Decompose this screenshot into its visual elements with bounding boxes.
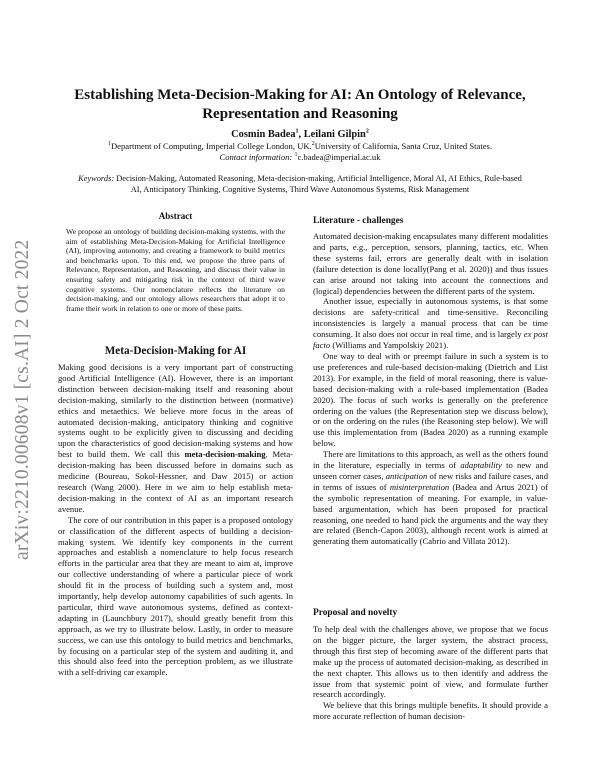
contact-label: Contact information: — [219, 152, 293, 162]
italic-term: adaptability — [460, 460, 502, 471]
keywords-label: Keywords: — [78, 174, 115, 183]
paragraph: To help deal with the challenges above, we propose that we focus on the bigger picture, the larger system, the abstract process, through this first step of becoming aware of the different parts that make up the process of automated decision-making, as described in the next chapter. This allows us to then identify and address the issue from that systemic point of view, and formulate further research accordingly. — [313, 624, 548, 700]
paragraph-text: There are limitations to this approach, as well as the others found in the literature, especially in terms of — [313, 449, 548, 471]
right-column-literature — [313, 231, 548, 547]
paragraph — [313, 296, 548, 351]
left-column-body — [58, 362, 293, 678]
section-heading: Proposal and novelty — [313, 608, 398, 618]
italic-term: anticipation — [385, 470, 428, 481]
paragraph: Automated decision-making encapsulates many different modalities and parts, e.g., perception, sensors, planning, tactics, etc. When these systems fail, errors are generally dealt with in isolation (failure detection is done locally(Pang et al. 2020)) and thus issues can arise around not taking into account the connections and (logical) dependencies between the different parts of the system. — [313, 231, 548, 296]
paragraph-text: to new and unseen corner cases, — [313, 460, 549, 481]
affiliation: University of California, Santa Cruz, United States. — [314, 141, 493, 151]
section-heading: Literature - challenges — [313, 216, 404, 226]
section-heading: Meta-Decision-Making for AI — [104, 345, 247, 357]
title-line-1: Establishing Meta-Decision-Making for AI: An Ontology of Relevance, — [74, 87, 526, 103]
paragraph-text: of new risks and failure cases, and in terms of issues of — [313, 470, 548, 492]
right-column-proposal — [313, 624, 548, 722]
paragraph-text: (Williams and Yampolskiy 2021). — [330, 340, 449, 351]
paragraph: The core of our contribution in this paper is a proposed ontology or classification of the different aspects of building a decision-making system. We identify key components in the current approaches and establish a nomenclature to help focus research efforts in the particular area that they are meant to aim at, improve our collective understanding of where a particular piece of work should fit in the process of building such a system and, most importantly, help develop autonomy capabilities of such agents. In particular, third wave autonomous systems, defined as context-adapting in (Launchbury 2017), should greatly benefit from this approach, as we try to illustrate below. Lastly, in order to measure success, we can use this ontology to build metrics and benchmarks, by focusing on a particular step of the system and auditing it, and this should also feed into the perception problem, as we illustrate with a self-driving car example. — [58, 514, 293, 678]
paragraph — [313, 449, 548, 547]
paragraph-text: Another issue, especially in autonomous systems, is that some decisions are safety-critical and time-sensitive. Reconciling inconsistencies is largely a manual process that can be time consuming. It also does not occur in real time, and is largely — [313, 296, 548, 340]
author-name: Leilani Gilpin — [303, 129, 366, 140]
paragraph: One way to deal with or preempt failure in such a system is to use preferences and rule-based decision-making (Dietrich and List 2013). For example, in the field of moral reasoning, there is value-based decision-making with a rule-based implementation (Badea 2020). The focus of such works is generally on the preference ordering on the values (the Representation step we discuss below), or on the ordering on the rules (the Reasoning step below). We will use this implementation from (Badea 2020) as a running example below. — [313, 350, 548, 449]
paragraph-text: Making good decisions is a very important part of constructing good Artificial Intelligence (AI). However, there is an important distinction between decision-making itself and reasoning about decision-making, similarly to the distinction between (normative) ethics and metaethics. We believe more focus in the areas of automated decision-making, anticipatory thinking and cognitive systems ought to be explicitly given to discussing and deciding upon the characteristics of good decision-making systems and how best to build them. We call this — [58, 362, 293, 460]
author-list — [60, 128, 540, 141]
contact-email: c.badea@imperial.ac.uk — [297, 152, 381, 162]
italic-term: ex post facto — [313, 329, 548, 351]
keywords-text: Decision-Making, Automated Reasoning, Meta-decision-making, Artificial Intelligence, Moral AI, AI Ethics, Rule-based AI, Anticipatory Thinking, Cognitive Systems, Third Wave Autonomous Systems, Risk Management — [116, 174, 522, 194]
author-name: Cosmin Badea — [231, 129, 296, 140]
paragraph-text: (Badea and Artus 2021) of the symbolic representation of meaning. For example, in value-based argumentation, which has been proposed for practical reasoning, one needed to hand pick the arguments and the way they are related (Bench-Capon 2003), although recent work is aimed at generating them automatically (Cabrio and Villata 2012). — [313, 481, 548, 547]
paragraph-text: . Meta-decision-making has been discussed before in domains such as medicine (Boureau, Sokol-Hessner, and Daw 2015) or action research (Wang 2000). Here in we aim to help establish meta-decision-making in the context of AI as an important research avenue. — [58, 449, 293, 514]
paper-title — [60, 86, 540, 124]
contact-information — [60, 152, 540, 163]
bold-term: meta-decision-making — [184, 449, 266, 460]
title-line-2: Representation and Reasoning — [202, 106, 398, 122]
italic-term: misinterpretation — [389, 481, 450, 492]
keywords — [78, 173, 522, 195]
paragraph — [58, 362, 293, 515]
author-affiliation-mark: 2 — [365, 128, 369, 135]
affiliation-mark: 2 — [311, 141, 315, 148]
author-separator: , — [298, 129, 304, 140]
arxiv-identifier: arXiv:2210.00608v1 [cs.AI] 2 Oct 2022 — [12, 239, 33, 560]
affiliation-mark: 1 — [107, 141, 111, 148]
affiliation: Department of Computing, Imperial College London, UK. — [110, 141, 312, 151]
paragraph: We believe that this brings multiple benefits. It should provide a more accurate reflection of human decision- — [313, 700, 548, 722]
affiliations — [60, 141, 540, 152]
abstract-heading: Abstract — [158, 211, 193, 221]
contact-mark: 1 — [294, 152, 298, 159]
author-affiliation-mark: 1 — [295, 128, 299, 135]
abstract-text: We propose an ontology of building decision-making systems, with the aim of establishing Meta-Decision-Making for Artificial Intelligence (AI), improving autonomy, and creating a framework to build metrics and benchmarks upon. To this end, we propose the three parts of Relevance, Representation, and Reasoning, and discuss their value in ensuring safety and mitigating risk in the context of third wave cognitive systems. Our nomenclature reflects the literature on decision-making, and our ontology allows researchers that adopt it to frame their work in relation to one or more of these parts. — [66, 227, 285, 313]
